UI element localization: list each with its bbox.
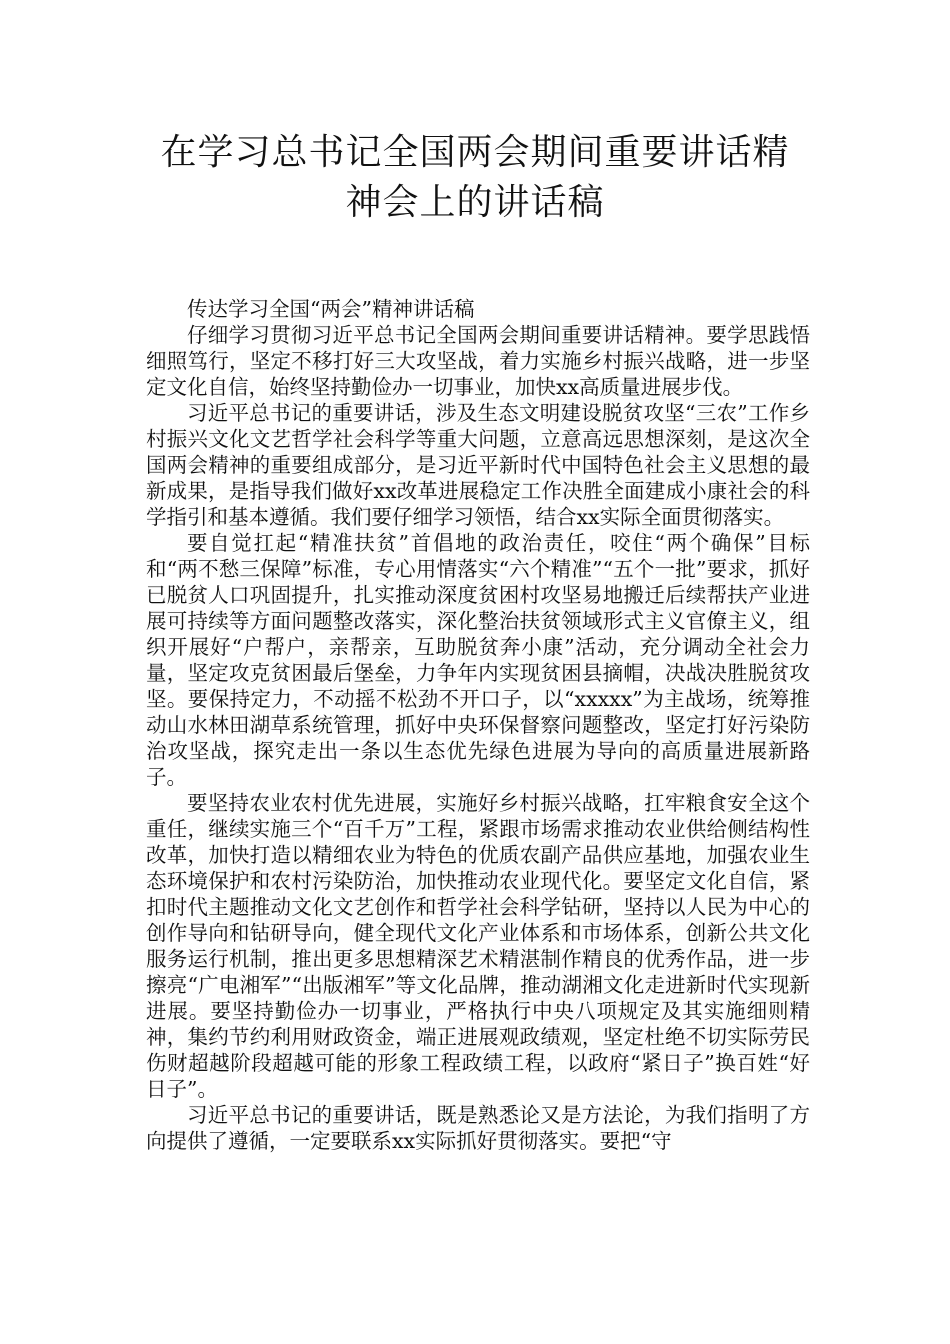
subtitle-paragraph: 传达学习全国“两会”精神讲话稿 [187, 297, 475, 321]
title-line-2: 神会上的讲话稿 [345, 182, 605, 223]
body-paragraph-4: 要坚持农业农村优先进展，实施好乡村振兴战略，扛牢粮食安全这个重任，继续实施三个“百千万”工程，紧跟市场需求推动农业供给侧结构性改革，加快打造以精细农业为特色的优质农副产品供应基地，加强农业生态环境保护和农村污染防治，加快推动农业现代化。要坚定文化自信，紧扣时代主题推动文化文艺创作和哲学社会科学钻研，坚持以人民为中心的创作导向和钻研导向，健全现代文化产业体系和市场体系，创新公共文化服务运行机制，推出更多思想精深艺术精湛制作精良的优秀作品，进一步擦亮“广电湘军”“出版湘军”等文化品牌，推动湖湘文化走进新时代实现新进展。要坚持勤俭办一切事业，严格执行中央八项规定及其实施细则精神，集约节约利用财政资金，端正进展观政绩观，坚定杜绝不切实际劳民伤财超越阶段超越可能的形象工程政绩工程，以政府“紧日子”换百姓“好日子”。 [146, 791, 810, 1101]
body-paragraph-2: 习近平总书记的重要讲话，涉及生态文明建设脱贫攻坚“三农”工作乡村振兴文化文艺哲学社会科学等重大问题，立意高远思想深刻，是这次全国两会精神的重要组成部分，是习近平新时代中国特色社会主义思想的最新成果，是指导我们做好xx改革进展稳定工作决胜全面建成小康社会的科学指引和基本遵循。我们要仔细学习领悟，结合xx实际全面贯彻落实。 [146, 401, 810, 529]
document-body [146, 296, 810, 1154]
body-paragraph-1: 仔细学习贯彻习近平总书记全国两会期间重要讲话精神。要学思践悟细照笃行，坚定不移打好三大攻坚战，着力实施乡村振兴战略，进一步坚定文化自信，始终坚持勤俭办一切事业，加快xx高质量进展步伐。 [146, 323, 810, 399]
document-title [120, 128, 830, 228]
title-line-1: 在学习总书记全国两会期间重要讲话精 [160, 132, 790, 173]
body-paragraph-3: 要自觉扛起“精准扶贫”首倡地的政治责任，咬住“两个确保”目标和“两不愁三保障”标准，专心用情落实“六个精准”“五个一批”要求，抓好已脱贫人口巩固提升，扎实推动深度贫困村攻坚易地搬迁后续帮扶产业进展可持续等方面问题整改落实，深化整治扶贫领域形式主义官僚主义，组织开展好“户帮户，亲帮亲，互助脱贫奔小康”活动，充分调动全社会力量，坚定攻克贫困最后堡垒，力争年内实现贫困县摘帽，决战决胜脱贫攻坚。要保持定力，不动摇不松劲不开口子，以“xxxxx”为主战场，统筹推动山水林田湖草系统管理，抓好中央环保督察问题整改，坚定打好污染防治攻坚战，探究走出一条以生态优先绿色进展为导向的高质量进展新路子。 [146, 531, 810, 789]
body-paragraph-5: 习近平总书记的重要讲话，既是熟悉论又是方法论，为我们指明了方向提供了遵循，一定要联系xx实际抓好贯彻落实。要把“守 [146, 1103, 810, 1153]
